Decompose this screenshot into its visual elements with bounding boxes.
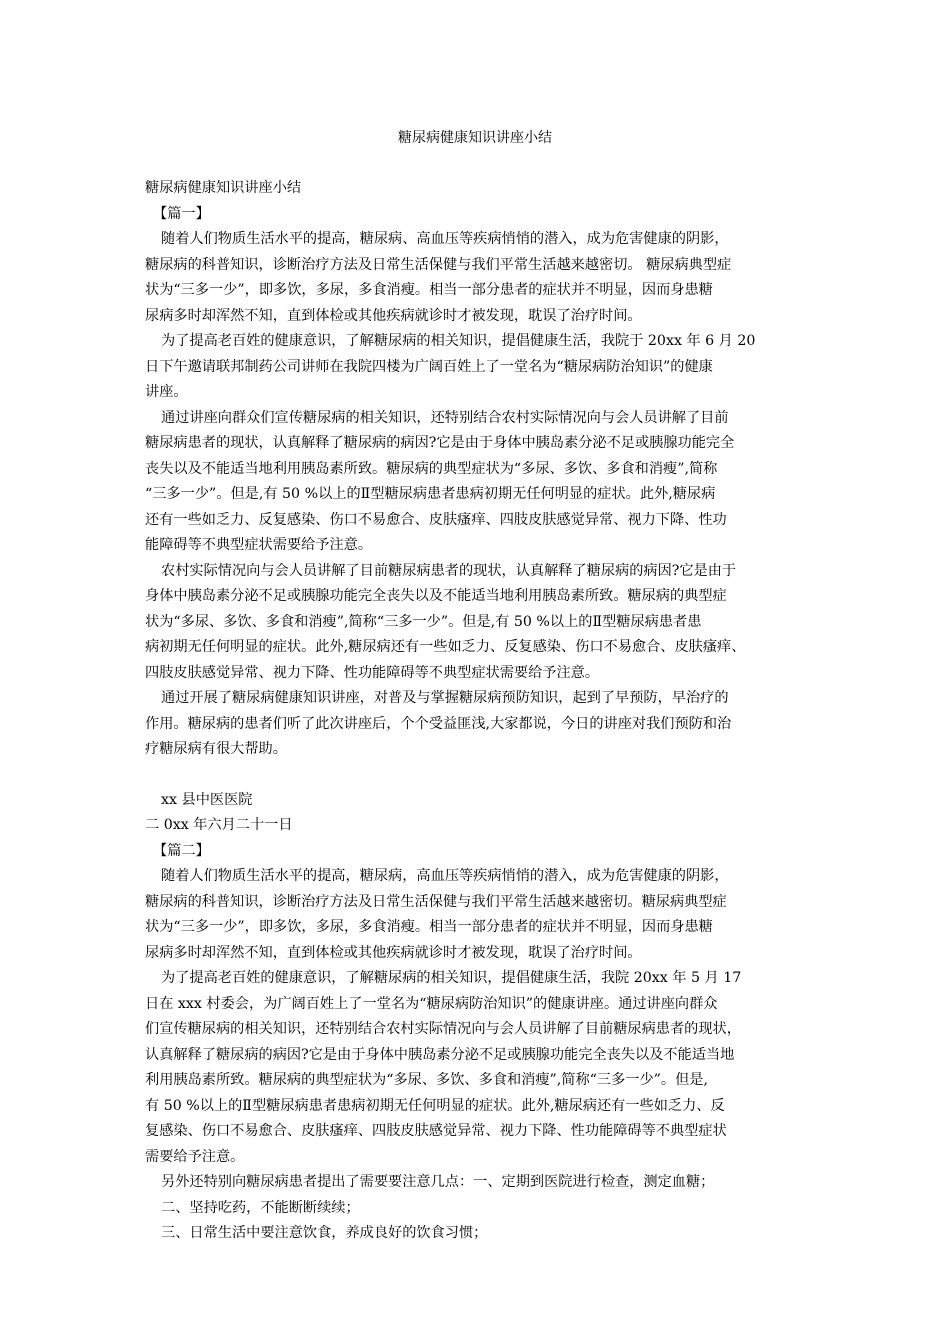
- paragraph-line: 通过讲座向群众们宣传糖尿病的相关知识，还特别结合农村实际情况向与会人员讲解了目前: [161, 409, 729, 426]
- paragraph-line: 日下午邀请联邦制药公司讲师在我院四楼为广阔百姓上了一堂名为“糖尿病防治知识”的健康: [145, 358, 713, 375]
- section-2-paragraphs: [145, 864, 817, 1196]
- paragraph-line: 丧失以及不能适当地利用胰岛素所致。糖尿病的典型症状为“多尿、多饮、多食和消瘦”,简称: [145, 460, 718, 477]
- document-body: [145, 176, 817, 1247]
- signature-date: 二 0xx 年六月二十一日: [145, 817, 293, 833]
- paragraph-line: 病初期无任何明显的症状。此外,糖尿病还有一些如乏力、反复感染、伤口不易愈合、皮肤瘙痒、: [145, 639, 746, 655]
- paragraph: [145, 406, 817, 559]
- subtitle: 糖尿病健康知识讲座小结: [145, 180, 302, 196]
- blank-line: [145, 763, 817, 788]
- paragraph-line: 身体中胰岛素分泌不足或胰腺功能完全丧失以及不能适当地利用胰岛素所致。糖尿病的典型症: [145, 588, 727, 604]
- paragraph-line: 状为“三多一少”，即多饮，多尿，多食消瘦。相当一部分患者的症状并不明显，因而身患糖: [145, 282, 713, 298]
- paragraph-line: 状为“多尿、多饮、多食和消瘦”,简称“三多一少”。但是,有 50 %以上的Ⅱ型糖尿病患者患: [145, 613, 702, 630]
- paragraph-line: 利用胰岛素所致。糖尿病的典型症状为“多尿、多饮、多食和消瘦”,简称“三多一少”。但是,: [145, 1072, 708, 1088]
- paragraph-line: 疗糖尿病有很大帮助。: [145, 741, 287, 757]
- paragraph-line: 认真解释了糖尿病的病因?它是由于身体中胰岛素分泌不足或胰腺功能完全丧失以及不能适当地: [145, 1046, 735, 1063]
- paragraph-line: 糖尿病的科普知识，诊断治疗方法及日常生活保健与我们平常生活越来越密切。 糖尿病典型症: [145, 256, 732, 273]
- paragraph-line: 能障碍等不典型症状需要给予注意。: [145, 537, 373, 553]
- paragraph-line: 尿病多时却浑然不知，直到体检或其他疾病就诊时才被发现，耽误了治疗时间。: [145, 944, 642, 961]
- paragraph-line: 另外还特别向糖尿病患者提出了需要要注意几点：一、定期到医院进行检查，测定血糖；: [161, 1174, 715, 1190]
- paragraph-line: 随着人们物质生活水平的提高，糖尿病，高血压等疾病悄悄的潜入，成为危害健康的阴影，: [161, 868, 729, 884]
- signature-org: xx 县中医医院: [161, 791, 253, 808]
- paragraph: [145, 864, 817, 966]
- paragraph: [145, 686, 817, 763]
- paragraph-line: 糖尿病患者的现状，认真解释了糖尿病的病因?它是由于身体中胰岛素分泌不足或胰腺功能完全: [145, 435, 735, 451]
- paragraph-line: 有 50 %以上的Ⅱ型糖尿病患者患病初期无任何明显的症状。此外,糖尿病还有一些如乏力、反: [145, 1097, 725, 1114]
- paragraph: [145, 329, 817, 406]
- paragraph-line: 作用。糖尿病的患者们听了此次讲座后，个个受益匪浅,大家都说，今日的讲座对我们预防和治: [145, 715, 732, 732]
- paragraph-line: 讲座。: [145, 384, 188, 400]
- section-heading-1: 【篇一】: [153, 205, 210, 222]
- paragraph-line: 随着人们物质生活水平的提高，糖尿病、高血压等疾病悄悄的潜入，成为危害健康的阴影，: [161, 231, 729, 247]
- paragraph: [145, 559, 817, 687]
- paragraph-line: 通过开展了糖尿病健康知识讲座，对普及与掌握糖尿病预防知识，起到了早预防，早治疗的: [161, 690, 729, 706]
- paragraph-line: 为了提高老百姓的健康意识，了解糖尿病的相关知识，提倡健康生活，我院 20xx 年 5 月 17: [161, 970, 742, 986]
- list-item: 二、坚持吃药，不能断断续续；: [161, 1199, 360, 1216]
- paragraph-line: 尿病多时却浑然不知，直到体检或其他疾病就诊时才被发现，耽误了治疗时间。: [145, 307, 642, 324]
- paragraph-line: 糖尿病的科普知识，诊断治疗方法及日常生活保健与我们平常生活越来越密切。糖尿病典型症: [145, 893, 727, 910]
- paragraph-line: 四肢皮肤感觉异常、视力下降、性功能障碍等不典型症状需要给予注意。: [145, 664, 600, 681]
- section-heading-2: 【篇二】: [153, 842, 210, 859]
- paragraph: [145, 227, 817, 329]
- paragraph-line: 们宣传糖尿病的相关知识，还特别结合农村实际情况向与会人员讲解了目前糖尿病患者的现状，: [145, 1021, 741, 1037]
- paragraph: [145, 966, 817, 1170]
- page-title: 糖尿病健康知识讲座小结: [398, 130, 552, 146]
- section-1-paragraphs: [145, 227, 817, 763]
- paragraph-line: “三多一少”。但是,有 50 %以上的Ⅱ型糖尿病患者患病初期无任何明显的症状。此外,糖尿病: [145, 486, 716, 502]
- section-2-items: [145, 1196, 817, 1247]
- paragraph-line: 日在 xxx 村委会，为广阔百姓上了一堂名为“糖尿病防治知识”的健康讲座。通过讲座向群众: [145, 995, 718, 1012]
- paragraph-line: 为了提高老百姓的健康意识，了解糖尿病的相关知识，提倡健康生活，我院于 20xx 年 6 月 20: [161, 333, 756, 349]
- paragraph-line: 状为“三多一少”，即多饮，多尿，多食消瘦。相当一部分患者的症状并不明显，因而身患糖: [145, 919, 713, 935]
- list-item: 三、日常生活中要注意饮食，养成良好的饮食习惯；: [161, 1225, 488, 1241]
- paragraph-line: 需要给予注意。: [145, 1148, 245, 1165]
- paragraph-line: 农村实际情况向与会人员讲解了目前糖尿病患者的现状，认真解释了糖尿病的病因?它是由于: [161, 562, 737, 579]
- paragraph-line: 复感染、伤口不易愈合、皮肤瘙痒、四肢皮肤感觉异常、视力下降、性功能障碍等不典型症状: [145, 1123, 727, 1139]
- paragraph: [145, 1170, 817, 1196]
- paragraph-line: 还有一些如乏力、反复感染、伤口不易愈合、皮肤瘙痒、四肢皮肤感觉异常、视力下降、性功: [145, 511, 727, 528]
